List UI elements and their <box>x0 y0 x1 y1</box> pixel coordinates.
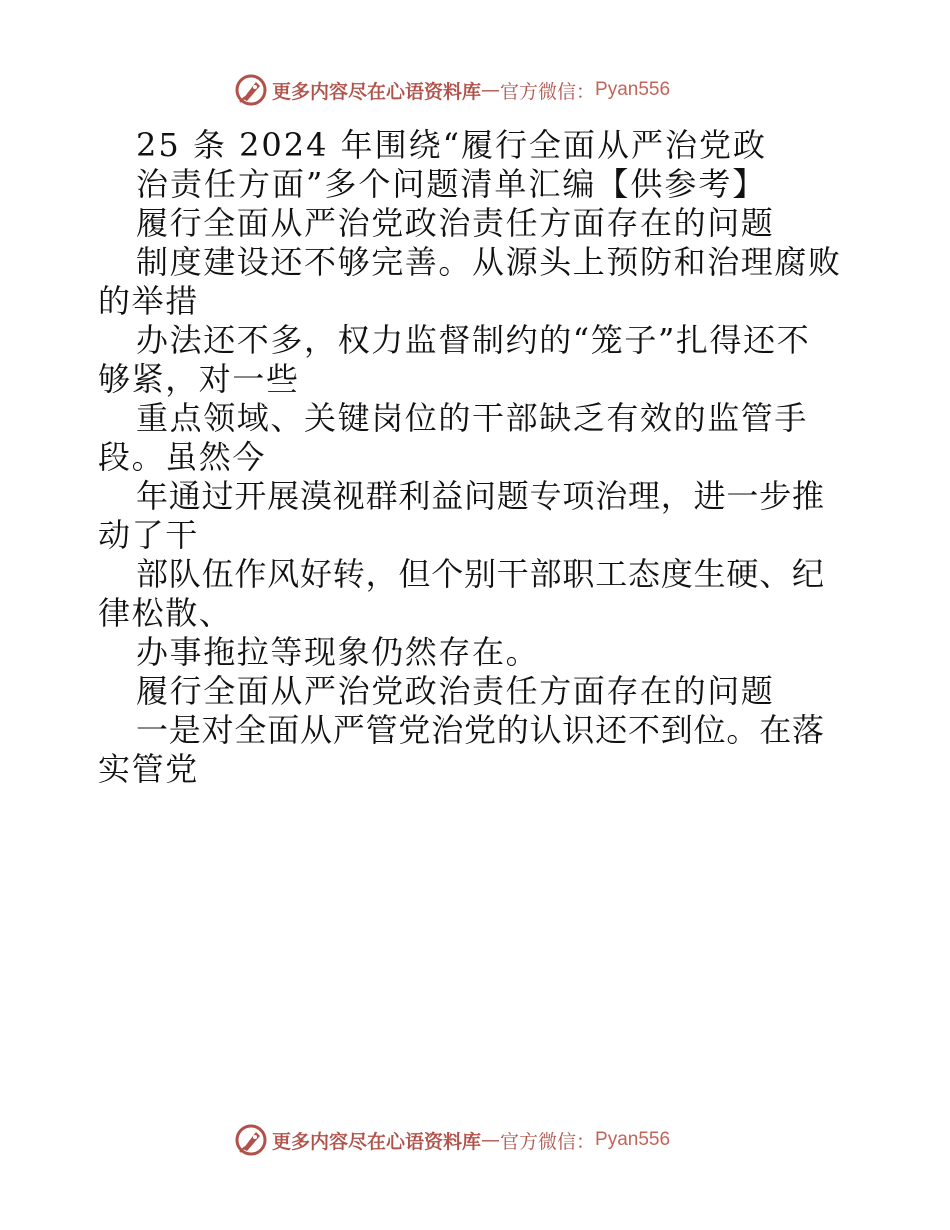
pen-nib-logo-icon <box>234 73 268 107</box>
banner-separator: — <box>481 1129 501 1151</box>
paragraph-line: 一是对全面从严管党治党的认识还不到位。在落 <box>136 711 825 749</box>
paragraph-line: 律松散、 <box>98 594 233 632</box>
paragraph-line: 部队伍作风好转，但个别干部职工态度生硬、纪 <box>136 555 825 593</box>
title-line-2: 治责任方面”多个问题清单汇编【供参考】 <box>136 165 767 203</box>
banner-wechat-id: Pyan556 <box>595 79 671 100</box>
banner-wechat-label: 官方微信： <box>500 80 596 103</box>
paragraph-line: 段。虽然今 <box>98 438 267 476</box>
paragraph-line: 办事拖拉等现象仍然存在。 <box>136 633 540 671</box>
footer-banner <box>234 1122 734 1158</box>
banner-text: 更多内容尽在心语资料库 <box>272 80 482 103</box>
title-line-1: 25 条 2024 年围绕“履行全面从严治党政 <box>136 126 768 164</box>
paragraph-line: 实管党 <box>98 750 199 788</box>
paragraph-line: 制度建设还不够完善。从源头上预防和治理腐败 <box>136 243 842 281</box>
paragraph-line: 办法还不多，权力监督制约的“笼子”扎得还不 <box>136 321 811 359</box>
section-heading: 履行全面从严治党政治责任方面存在的问题 <box>136 204 775 242</box>
section-heading: 履行全面从严治党政治责任方面存在的问题 <box>136 672 775 710</box>
banner-wechat-id: Pyan556 <box>595 1129 671 1150</box>
document-body <box>98 126 858 789</box>
paragraph-line: 年通过开展漠视群利益问题专项治理，进一步推 <box>136 477 825 515</box>
paragraph-line: 动了干 <box>98 516 199 554</box>
paragraph-line: 重点领域、关键岗位的干部缺乏有效的监管手 <box>136 399 809 437</box>
pen-nib-logo-icon <box>234 1123 268 1157</box>
banner-text: 更多内容尽在心语资料库 <box>272 1130 482 1153</box>
banner-separator: — <box>481 79 501 101</box>
banner-wechat-label: 官方微信： <box>500 1130 596 1153</box>
paragraph-line: 够紧，对一些 <box>98 360 300 398</box>
header-banner <box>234 72 734 108</box>
paragraph-line: 的举措 <box>98 282 199 320</box>
